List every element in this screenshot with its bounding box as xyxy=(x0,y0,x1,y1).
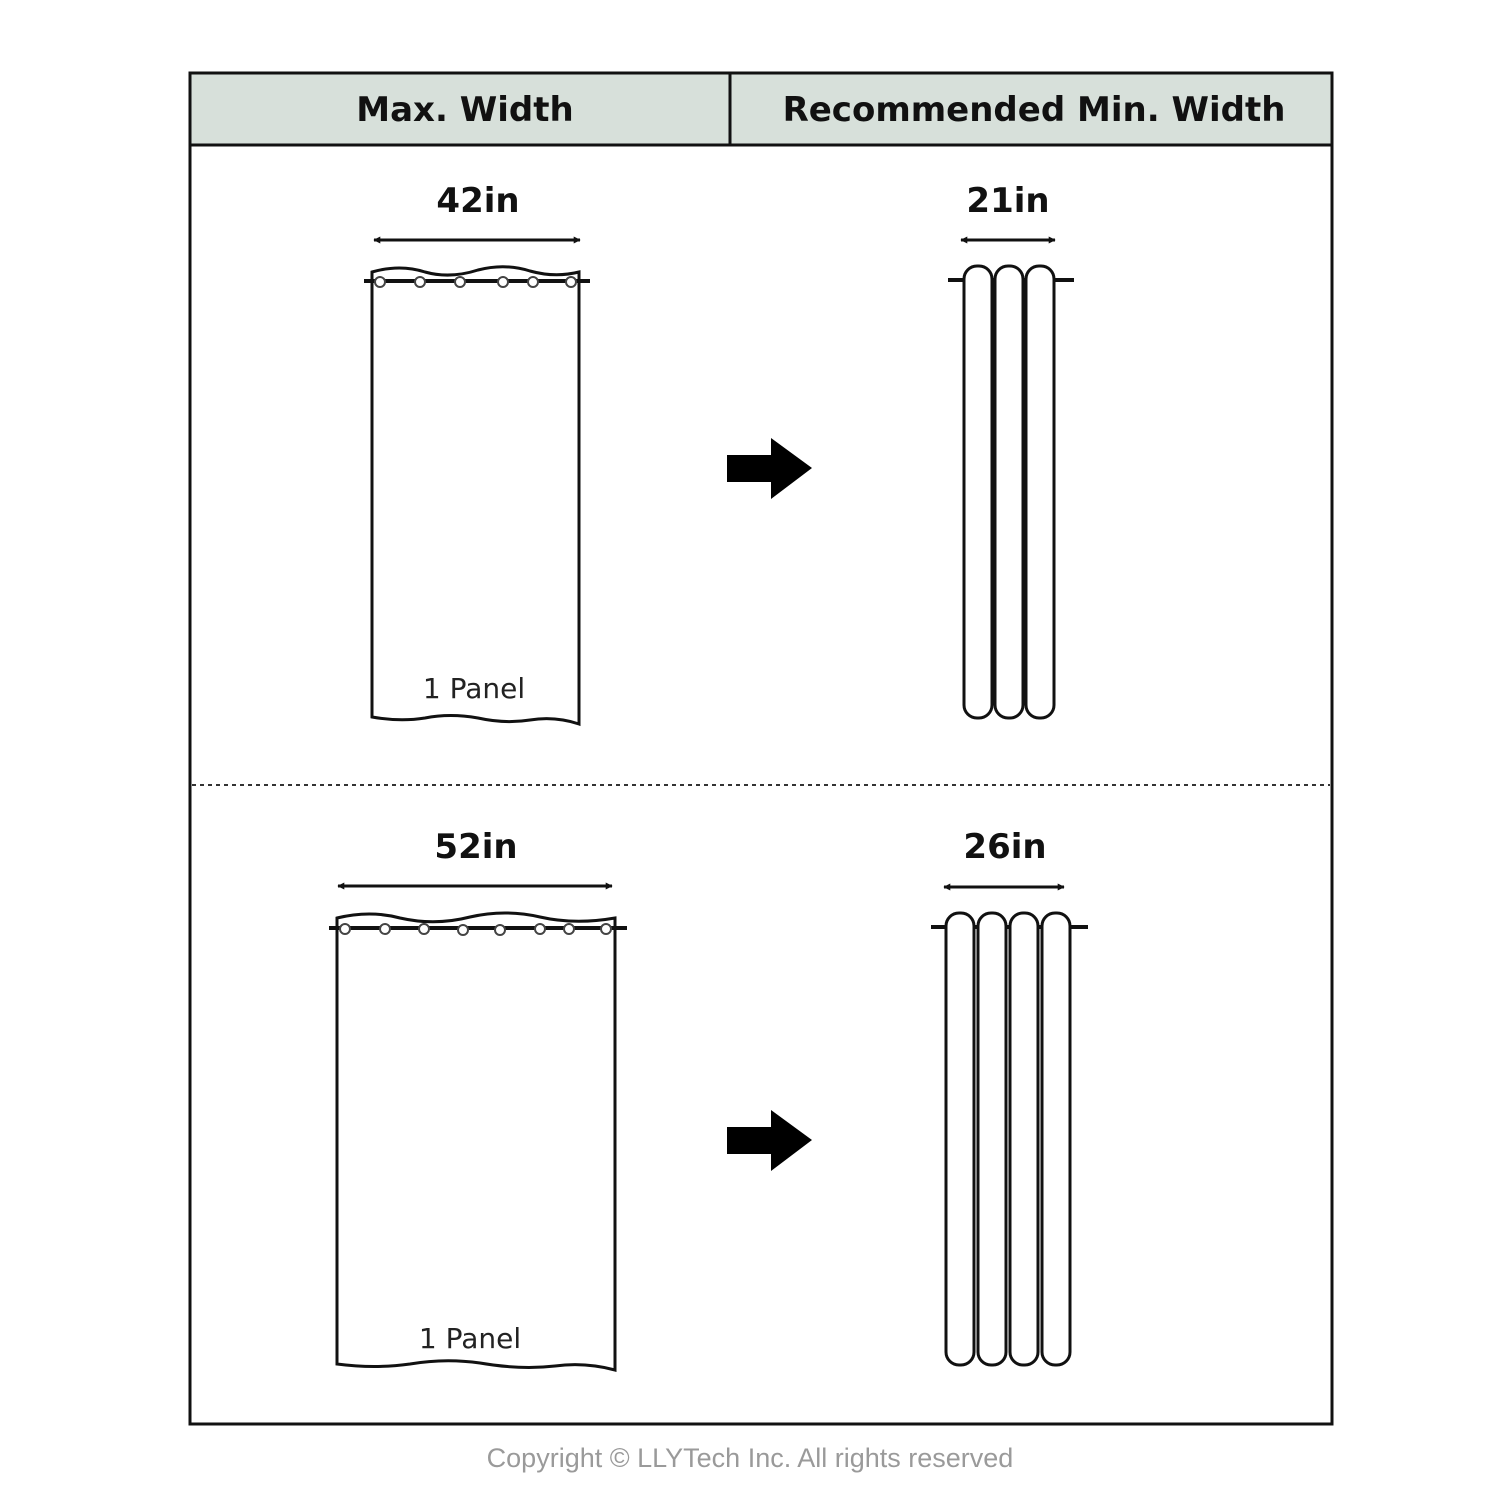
header-max-width: Max. Width xyxy=(356,90,574,130)
panel-label: 1 Panel xyxy=(418,1322,522,1355)
gathered-curtain xyxy=(931,913,1088,1365)
header-recommended-min-width: Recommended Min. Width xyxy=(782,90,1286,130)
min-width-value: 21in xyxy=(966,181,1050,221)
max-width-value: 42in xyxy=(436,181,520,221)
flat-curtain-panel xyxy=(329,913,627,1370)
max-width-value: 52in xyxy=(434,827,518,867)
row-1 xyxy=(364,181,1074,724)
flat-curtain-panel xyxy=(364,267,590,724)
right-arrow-icon xyxy=(727,1110,812,1171)
right-arrow-icon xyxy=(727,438,812,499)
panel-label: 1 Panel xyxy=(422,672,526,705)
row-2 xyxy=(329,827,1088,1370)
gathered-curtain xyxy=(948,266,1074,718)
min-width-value: 26in xyxy=(963,827,1047,867)
copyright-notice: Copyright © LLYTech Inc. All rights reserved xyxy=(486,1443,1014,1473)
